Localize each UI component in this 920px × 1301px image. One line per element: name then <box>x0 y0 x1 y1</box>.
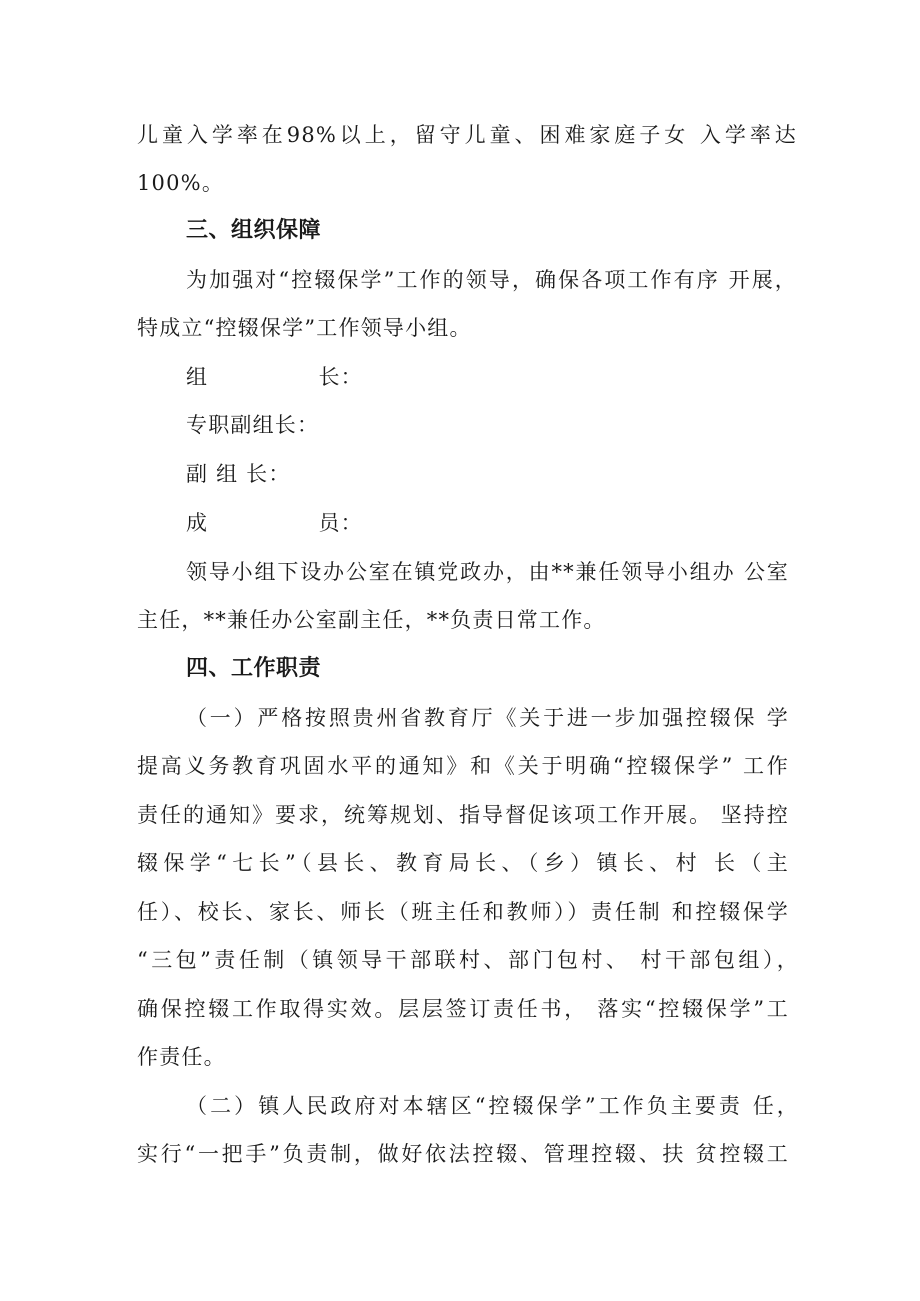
paragraph-line: （二）镇人民政府对本辖区“控辍保学”工作负主要责 任， <box>186 1094 799 1118</box>
section-heading-organization: 三、组织保障 <box>186 218 322 243</box>
role-label-members: 成 员： <box>186 511 363 535</box>
paragraph-line: 责任的通知》要求，统筹规划、指导督促该项工作开展。 坚持控 <box>137 803 789 827</box>
role-label-deputy: 副 组 长： <box>186 462 291 486</box>
role-label-fulltime-deputy: 专职副组长： <box>186 413 320 437</box>
section-heading-duties: 四、工作职责 <box>186 656 322 681</box>
paragraph-line: 特成立“控辍保学”工作领导小组。 <box>137 316 472 340</box>
paragraph-line: “三包”责任制（镇领导干部联村、部门包村、 村干部包组）， <box>137 948 799 972</box>
paragraph-line: 辍保学“七长”（县长、教育局长、（乡）镇长、村 长（主 <box>137 851 789 875</box>
paragraph-line: 实行“一把手”负责制，做好依法控辍、管理控辍、扶 贫控辍工 <box>137 1142 789 1166</box>
role-label-leader: 组 长： <box>186 365 363 389</box>
paragraph-line: 作责任。 <box>137 1045 226 1069</box>
paragraph-line: 提高义务教育巩固水平的通知》和《关于明确“控辍保学” 工作 <box>137 754 789 778</box>
paragraph-line: 为加强对“控辍保学”工作的领导，确保各项工作有序 开展， <box>186 268 797 292</box>
paragraph-line: 主任，**兼任办公室副主任，**负责日常工作。 <box>137 608 606 632</box>
paragraph-line: （一）严格按照贵州省教育厅《关于进一步加强控辍保 学 <box>186 706 789 730</box>
paragraph-line: 任）、校长、家长、师长（班主任和教师））责任制 和控辍保学 <box>137 900 789 924</box>
paragraph-line: 儿童入学率在98%以上，留守儿童、困难家庭子女 入学率达 <box>137 123 797 147</box>
paragraph-line: 100%。 <box>137 171 225 195</box>
paragraph-line: 确保控辍工作取得实效。层层签订责任书， 落实“控辍保学”工 <box>137 997 789 1021</box>
paragraph-line: 领导小组下设办公室在镇党政办，由**兼任领导小组办 公室 <box>186 560 789 584</box>
